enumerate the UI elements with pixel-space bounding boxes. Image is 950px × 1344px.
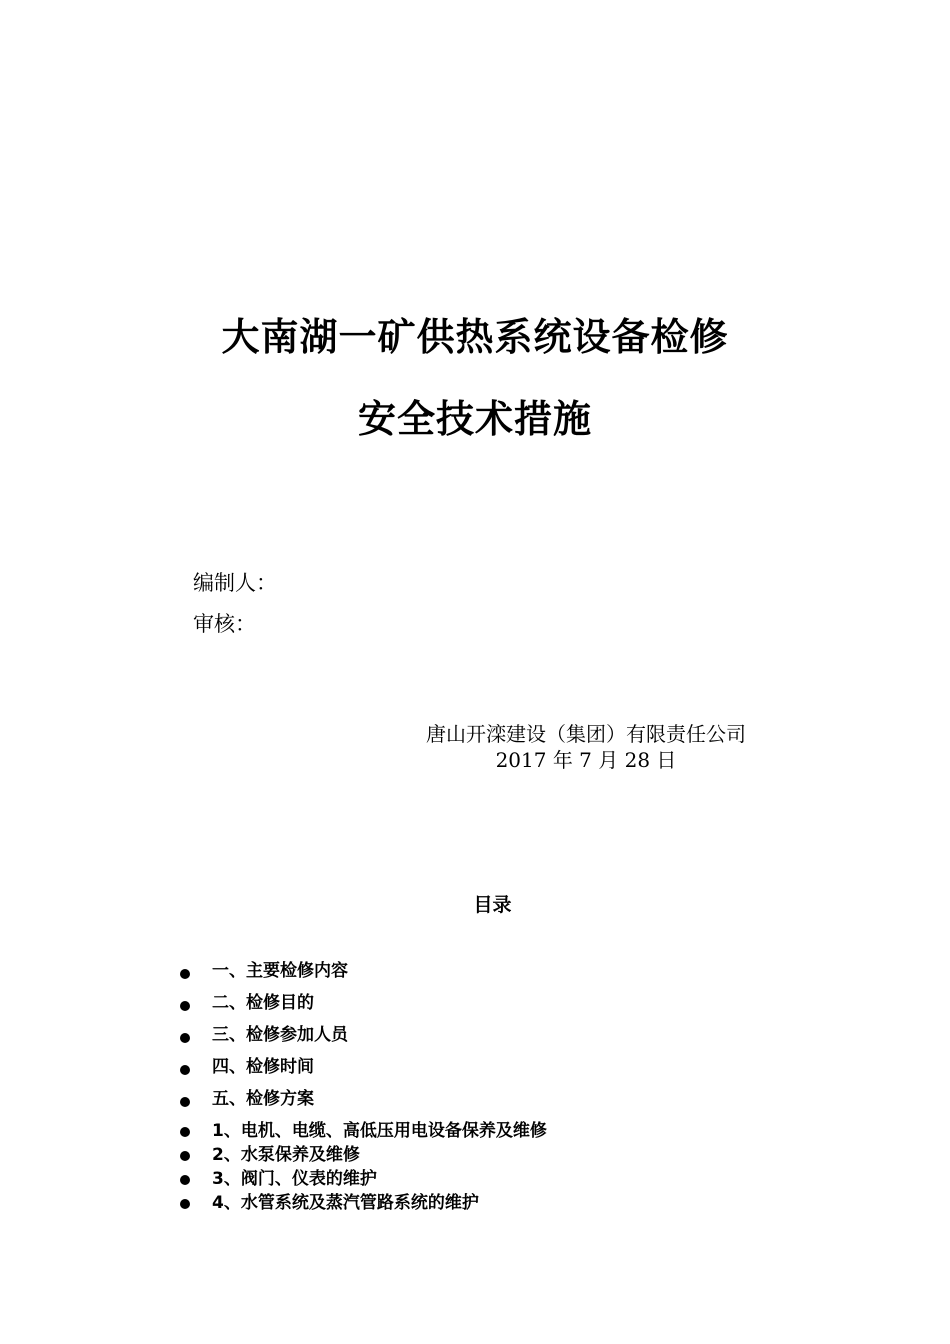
toc-item-label: 三、检修参加人员 <box>212 1025 348 1045</box>
compiler-label: 编制人： <box>193 571 277 595</box>
toc-item <box>178 958 348 990</box>
toc-item <box>178 990 348 1022</box>
document-title-line2: 安全技术措施 <box>357 397 592 441</box>
bullet-icon <box>180 1151 190 1161</box>
toc-subitem <box>178 1192 547 1216</box>
document-title-line1: 大南湖一矿供热系统设备检修 <box>221 315 729 359</box>
bullet-icon <box>180 1065 190 1075</box>
bullet-icon <box>180 1199 190 1209</box>
toc-title: 目录 <box>473 894 512 916</box>
toc-subsections <box>178 1120 547 1216</box>
bullet-icon <box>180 1127 190 1137</box>
toc-subitem <box>178 1168 547 1192</box>
toc-sections <box>178 958 348 1118</box>
toc-item-label: 二、检修目的 <box>212 993 314 1013</box>
toc-subitem-label: 2、水泵保养及维修 <box>212 1145 360 1165</box>
bullet-icon <box>180 1033 190 1043</box>
bullet-icon <box>180 1097 190 1107</box>
toc-item <box>178 1022 348 1054</box>
toc-item-label: 五、检修方案 <box>212 1089 314 1109</box>
toc-item <box>178 1086 348 1118</box>
toc-subitem <box>178 1144 547 1168</box>
toc-subitem-label: 1、电机、电缆、高低压用电设备保养及维修 <box>212 1121 547 1141</box>
organization-name: 唐山开滦建设（集团）有限责任公司 <box>426 722 746 746</box>
toc-subitem-label: 4、水管系统及蒸汽管路系统的维护 <box>212 1193 479 1213</box>
bullet-icon <box>180 1175 190 1185</box>
bullet-icon <box>180 1001 190 1011</box>
document-date: 2017 年 7 月 28 日 <box>495 748 677 772</box>
toc-item <box>178 1054 348 1086</box>
toc-subitem-label: 3、阀门、仪表的维护 <box>212 1169 377 1189</box>
bullet-icon <box>180 969 190 979</box>
toc-subitem <box>178 1120 547 1144</box>
toc-item-label: 一、主要检修内容 <box>212 961 348 981</box>
reviewer-label: 审核： <box>193 612 256 636</box>
toc-item-label: 四、检修时间 <box>212 1057 314 1077</box>
